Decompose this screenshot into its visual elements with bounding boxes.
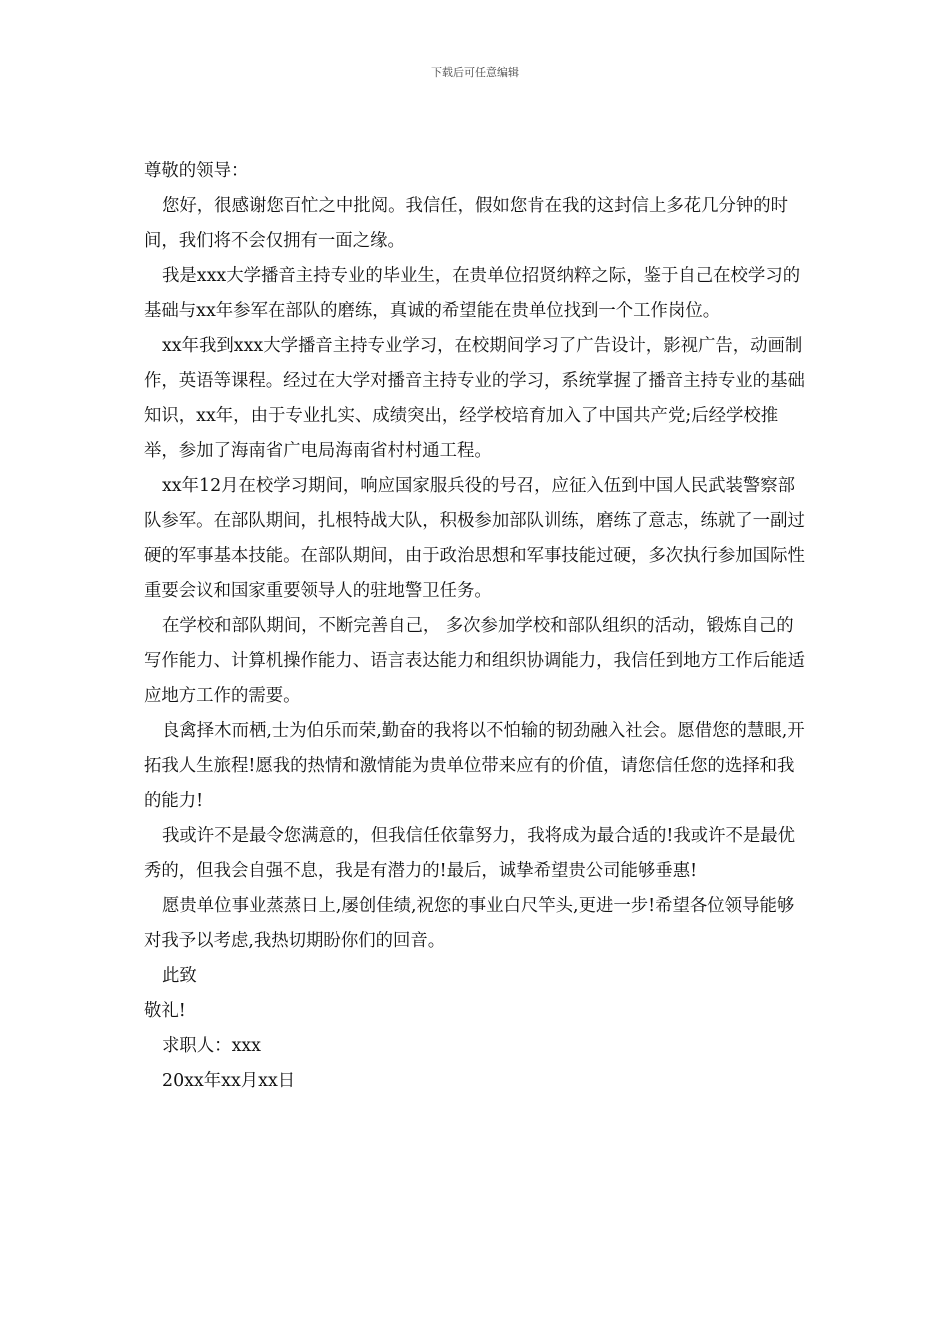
paragraph-wishes: 愿贵单位事业蒸蒸日上,屡创佳绩,祝您的事业白尺竿头,更进一步!希望各位领导能够对我予以考虑,我热切期盼你们的回音。 bbox=[144, 896, 795, 951]
paragraph-education: xx年我到xxx大学播音主持专业学习，在校期间学习了广告设计，影视广告，动画制作，英语等课程。经过在大学对播音主持专业的学习，系统掌握了播音主持专业的基础知识，xx年，由于专业扎实、成绩突出，经学校培育加入了中国共产党;后经学校推举，参加了海南省广电局海南省村村通工程。 bbox=[144, 336, 805, 461]
paragraph-commitment: 我或许不是最令您满意的，但我信任依靠努力，我将成为最合适的!我或许不是最优秀的，但我会自强不息，我是有潜力的!最后，诚挚希望贵公司能够垂惠! bbox=[144, 826, 796, 881]
closing-line-1: 此致 bbox=[162, 966, 197, 986]
paragraph-motivation: 良禽择木而栖,士为伯乐而荣,勤奋的我将以不怕输的韧劲融入社会。愿借您的慧眼,开拓我人生旅程!愿我的热情和激情能为贵单位带来应有的价值，请您信任您的选择和我的能力! bbox=[144, 721, 805, 811]
paragraph-military-service: xx年12月在校学习期间，响应国家服兵役的号召，应征入伍到中国人民武装警察部队参军。在部队期间，扎根特战大队，积极参加部队训练，磨练了意志，练就了一副过硬的军事基本技能。在部队期间，由于政治思想和军事技能过硬，多次执行参加国际性重要会议和国家重要领导人的驻地警卫任务。 bbox=[144, 476, 805, 601]
page-header-note: 下载后可任意编辑 bbox=[431, 66, 519, 79]
cover-letter bbox=[144, 154, 808, 1099]
paragraph-skills: 在学校和部队期间，不断完善自己， 多次参加学校和部队组织的活动，锻炼自己的写作能力、计算机操作能力、语言表达能力和组织协调能力，我信任到地方工作后能适应地方工作的需要。 bbox=[144, 616, 805, 706]
paragraph-greeting: 您好，很感谢您百忙之中批阅。我信任，假如您肯在我的这封信上多花几分钟的时间，我们将不会仅拥有一面之缘。 bbox=[144, 196, 789, 251]
closing-line-2: 敬礼! bbox=[144, 1001, 186, 1021]
salutation: 尊敬的领导： bbox=[144, 161, 249, 181]
date: 20xx年xx月xx日 bbox=[162, 1071, 296, 1091]
paragraph-introduction: 我是xxx大学播音主持专业的毕业生，在贵单位招贤纳粹之际，鉴于自己在校学习的基础与xx年参军在部队的磨练，真诚的希望能在贵单位找到一个工作岗位。 bbox=[144, 266, 801, 321]
signature: 求职人：xxx bbox=[162, 1036, 261, 1056]
